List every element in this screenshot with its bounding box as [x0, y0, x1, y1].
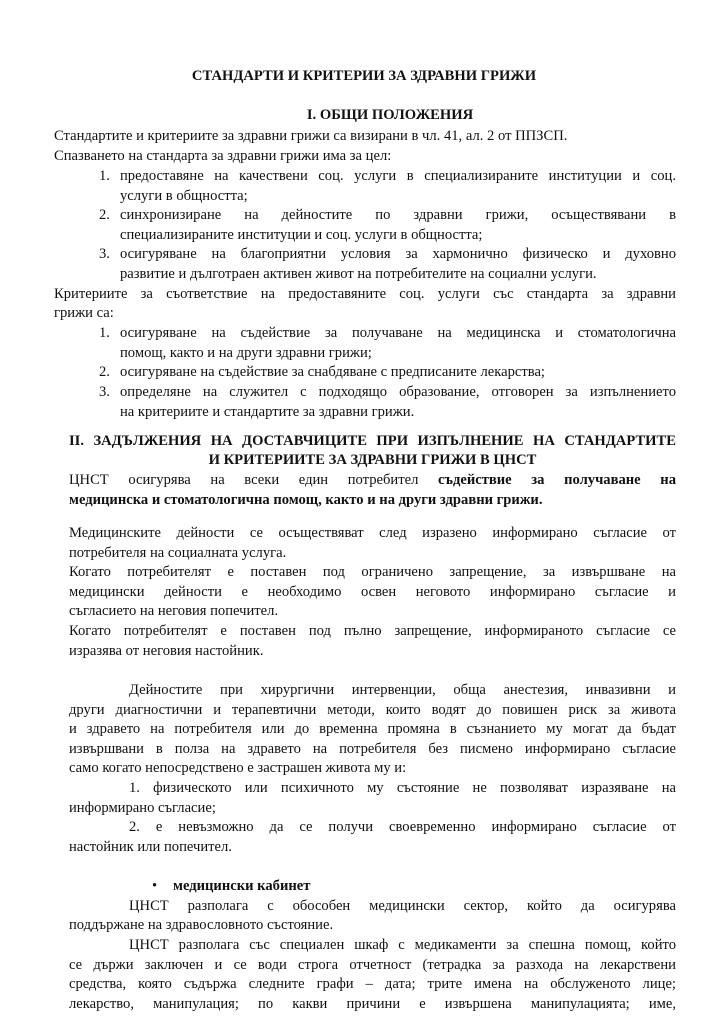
paragraph-line: 2. е невъзможно да се получи своевременно информирано съгласие от [129, 819, 676, 835]
paragraph-line: Когато потребителят е поставен под пълно запрещение, информираното съгласие се [69, 623, 676, 639]
goal-item-line: специализираните институции и соц. услуги в общността; [120, 227, 483, 243]
paragraph-line: лекарство, манипулация; по какви причини е извършена манипулацията; име, [69, 996, 676, 1012]
bold-text: съдействие за получаване на [437, 472, 676, 488]
section-2-heading: II. ЗАДЪЛЖЕНИЯ НА ДОСТАВЧИЦИТЕ ПРИ ИЗПЪЛНЕНИЕ НА СТАНДАРТИТЕ [69, 433, 676, 449]
goal-item-line: услуги в общността; [120, 188, 248, 204]
bullet-icon: • [152, 878, 158, 894]
paragraph-line: 1. физическото или психичното му състояние не позволяват изразяване на [129, 780, 676, 796]
criteria-number: 2. [99, 364, 110, 380]
paragraph-line: потребителя на социалната услуга. [69, 545, 287, 561]
paragraph-line: медицински дейности е необходимо освен неговото информирано съгласие и [69, 584, 676, 600]
criteria-item-line: осигуряване на съдействие за снабдяване с предписаните лекарства; [120, 364, 545, 380]
paragraph-line: Дейностите при хирургични интервенции, обща анестезия, инвазивни и [129, 682, 676, 698]
goal-item-line: предоставяне на качествени соц. услуги в специализираните институции и соц. [120, 168, 676, 184]
goal-item-line: синхронизиране на дейностите по здравни грижи, осъществявани в [120, 207, 676, 223]
paragraph-line: настойник или попечител. [69, 839, 232, 855]
goal-intro: Спазването на стандарта за здравни грижи има за цел: [54, 148, 392, 164]
paragraph-line: ЦНСТ разполага със специален шкаф с медикаменти за спешна помощ, който [129, 937, 676, 953]
section-1-heading: I. ОБЩИ ПОЛОЖЕНИЯ [306, 107, 474, 123]
criteria-item-line: осигуряване на съдействие за получаване на медицинска и стоматологична [120, 325, 676, 341]
paragraph-line: Медицинските дейности се осъществяват след изразено информирано съгласие от [69, 525, 676, 541]
section-2-heading-cont: И КРИТЕРИИТЕ ЗА ЗДРАВНИ ГРИЖИ В ЦНСТ [208, 452, 537, 468]
bold-text: медицинска и стоматологична помощ, както и на други здравни грижи. [69, 492, 543, 508]
paragraph-line: се държи заключен и се води строга отчетност (тетрадка за разхода на лекарствени [69, 957, 676, 973]
paragraph-line: и здравето на потребителя или до временна промяна в съзнанието му могат да бъдат [69, 721, 676, 737]
paragraph-line [69, 471, 676, 490]
goal-item-line: осигуряване на благоприятни условия за хармонично физическо и духовно [120, 246, 676, 262]
paragraph-line: само когато непосредствено е застрашен живота му и: [69, 760, 407, 776]
goal-number: 1. [99, 168, 110, 184]
paragraph-line: други диагностични и терапевтични методи, които водят до повишен риск за живота [69, 702, 676, 718]
goal-item-line: развитие и дълготраен активен живот на потребителите на социални услуги. [120, 266, 597, 282]
goal-number: 2. [99, 207, 110, 223]
paragraph-line: съгласието на неговия попечител. [69, 603, 279, 619]
paragraph-line: изразява от неговия настойник. [69, 643, 264, 659]
paragraph-text: ЦНСТ осигурява на всеки един потребител [69, 472, 438, 488]
paragraph-line: ЦНСТ разполага с обособен медицински сектор, който да осигурява [129, 898, 676, 914]
paragraph-line: информирано съгласие; [69, 800, 216, 816]
criteria-item-line: определяне на служител с подходящо образование, отговорен за изпълнението [120, 384, 676, 400]
section-1-intro: Стандартите и критериите за здравни грижи са визирани в чл. 41, ал. 2 от ППЗСП. [54, 128, 568, 144]
paragraph-line: поддържане на здравословното състояние. [69, 917, 334, 933]
criteria-number: 3. [99, 384, 110, 400]
paragraph-line: средства, която съдържа следните графи – дата; трите имена на обслуженото лице; [69, 976, 676, 992]
criteria-item-line: помощ, както и на други здравни грижи; [120, 345, 372, 361]
criteria-intro: Критериите за съответствие на предоставяните соц. услуги със стандарта за здравни [54, 286, 676, 302]
goal-number: 3. [99, 246, 110, 262]
criteria-intro-cont: грижи са: [54, 305, 114, 321]
criteria-number: 1. [99, 325, 110, 341]
criteria-item-line: на критериите и стандартите за здравни грижи. [120, 404, 415, 420]
paragraph-line: Когато потребителят е поставен под ограничено запрещение, за извършване на [69, 564, 676, 580]
paragraph-line: извършвани в полза на здравето на потребителя без писмено информирано съгласие [69, 741, 676, 757]
document-title: СТАНДАРТИ И КРИТЕРИИ ЗА ЗДРАВНИ ГРИЖИ [191, 68, 537, 84]
subsection-heading: медицински кабинет [173, 878, 311, 894]
